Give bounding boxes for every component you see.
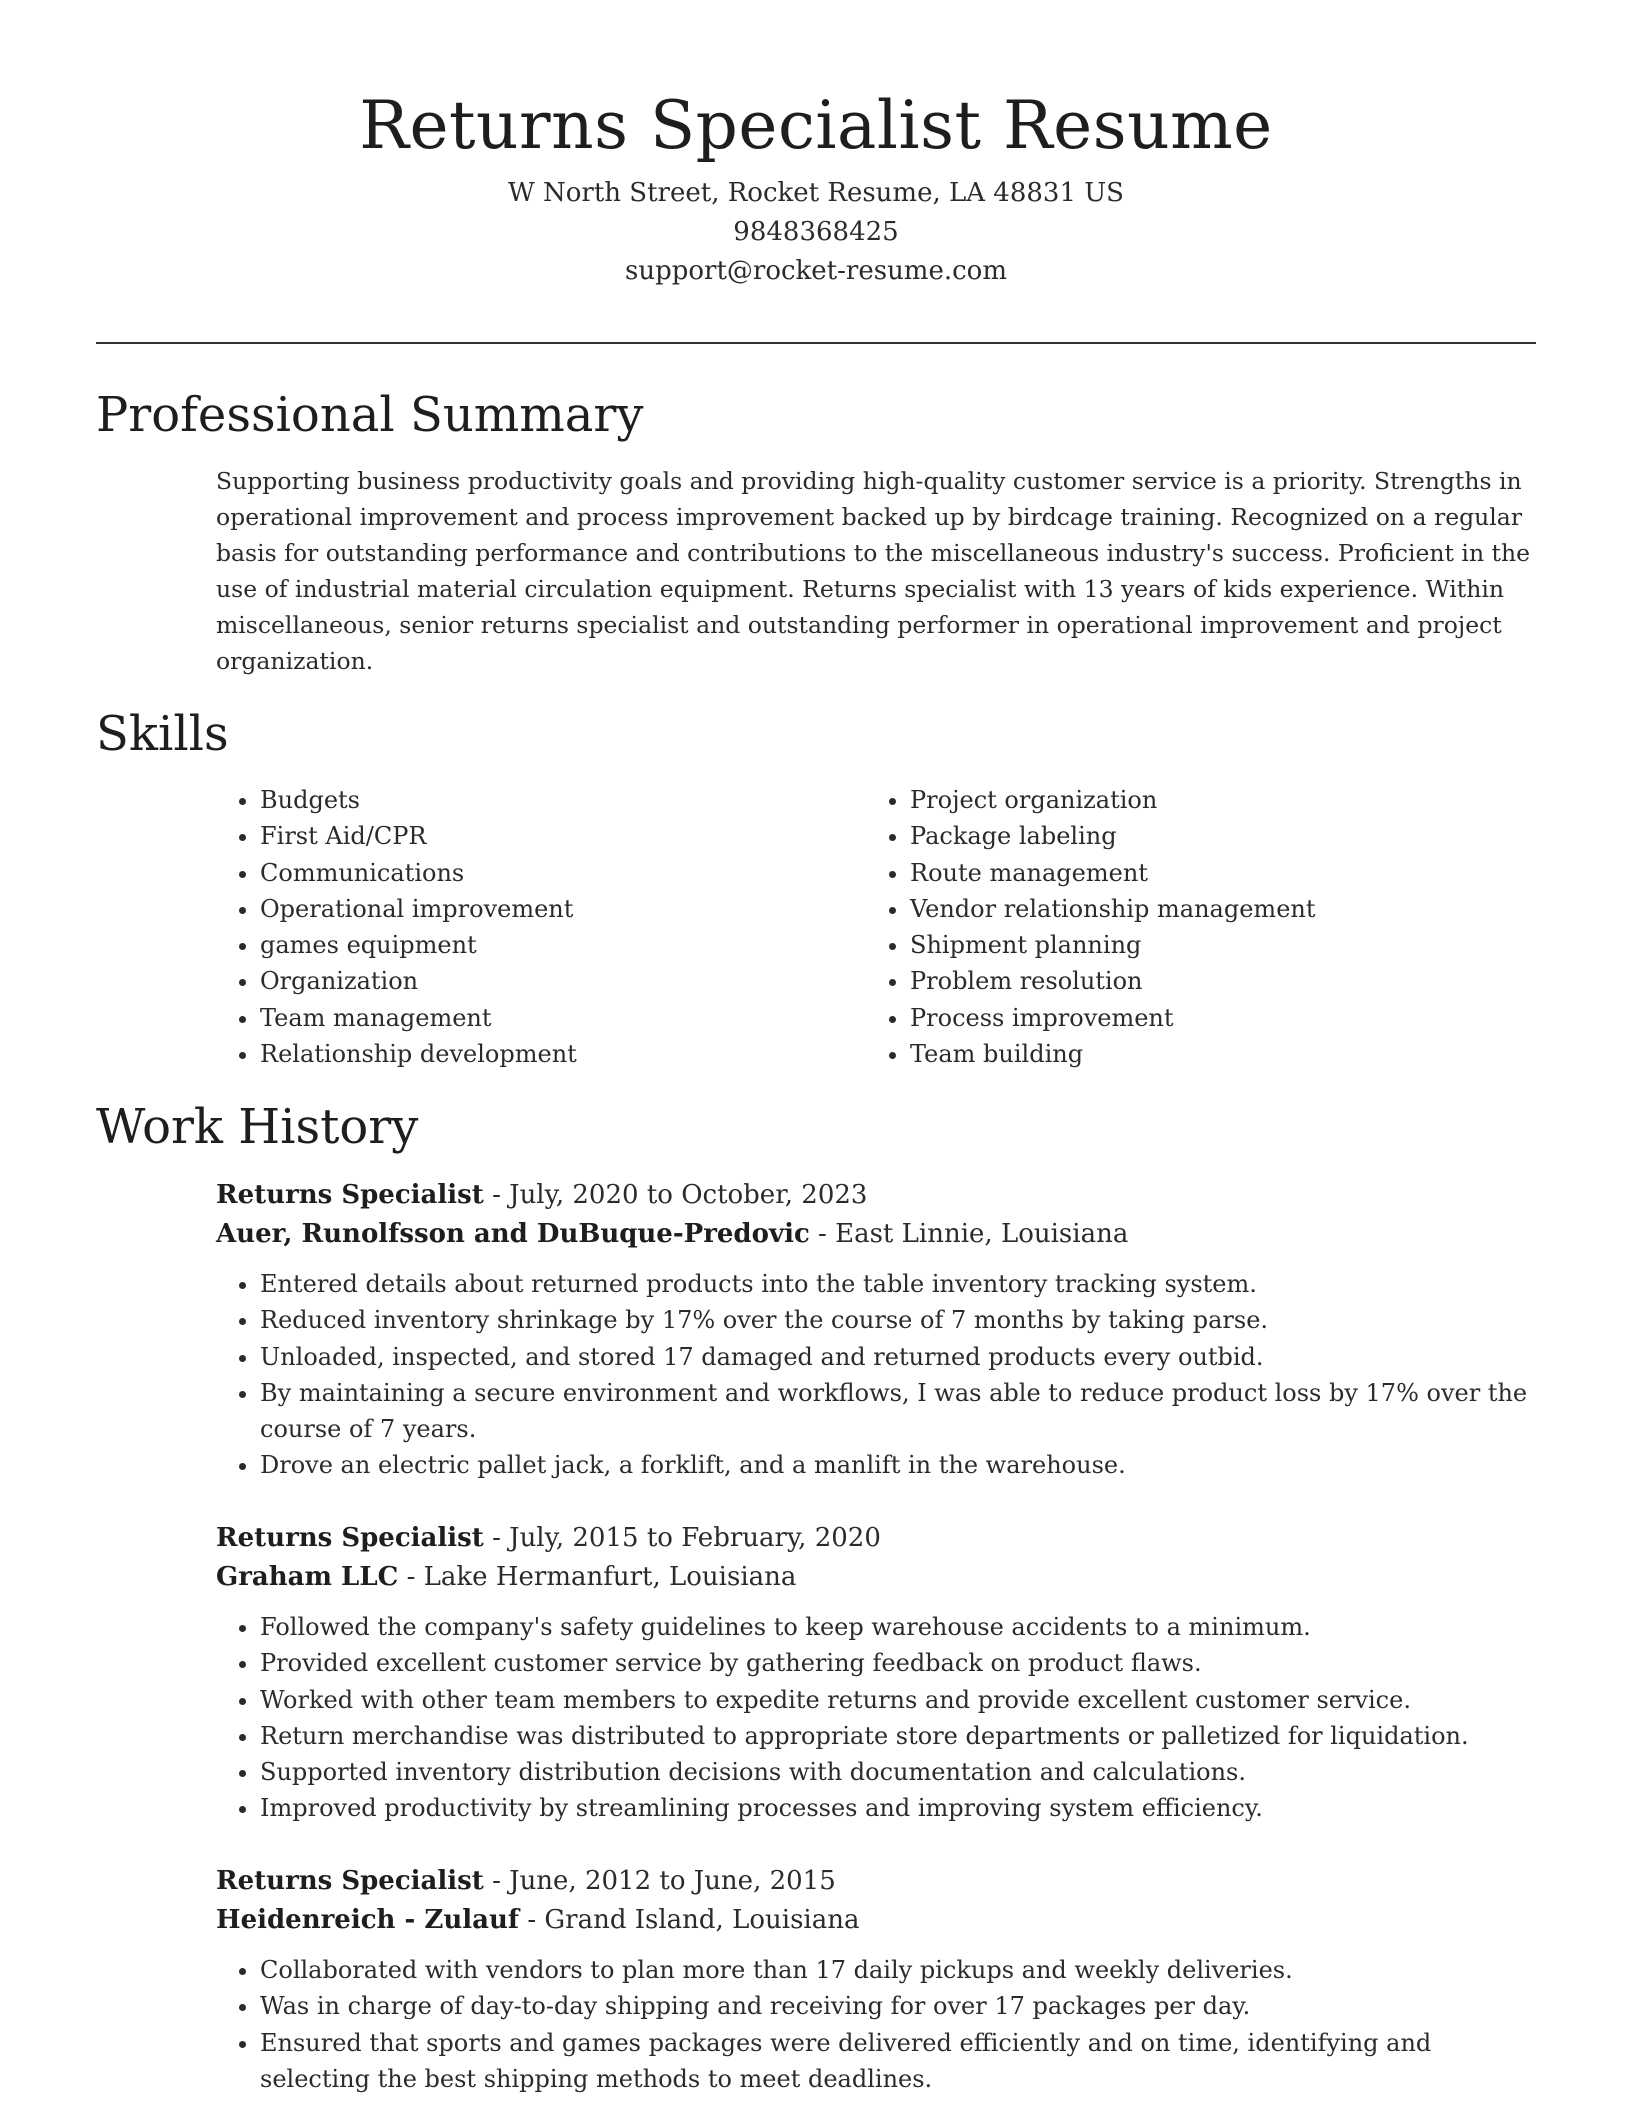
job-location: East Linnie, Louisiana — [835, 1219, 1129, 1249]
resume-header — [96, 80, 1536, 291]
skills-column-left — [216, 782, 866, 1072]
skill-item: • Vendor relationship management — [910, 891, 1516, 927]
job-bullet: • Unloaded, inspected, and stored 17 damaged and returned products every outbid. — [260, 1339, 1536, 1375]
job-company-line — [216, 1901, 1536, 1940]
job-entry — [216, 1176, 1536, 1484]
job-bullet: • Improved productivity by streamlining processes and improving system efficiency. — [260, 1790, 1536, 1826]
job-bullets — [216, 1266, 1536, 1484]
skill-item: • Team management — [260, 1000, 866, 1036]
skills-column-right — [866, 782, 1516, 1072]
skill-item: • Package labeling — [910, 818, 1516, 854]
job-entry — [216, 1862, 1536, 2097]
job-separator: - — [809, 1219, 836, 1249]
contact-phone: 9848368425 — [733, 217, 899, 247]
job-title-line — [216, 1176, 1536, 1215]
resume-title: Returns Specialist Resume — [359, 87, 1273, 164]
skill-item: • Route management — [910, 855, 1516, 891]
contact-block — [96, 174, 1536, 291]
job-role: Returns Specialist — [216, 1866, 484, 1896]
job-company: Heidenreich - Zulauf — [216, 1905, 520, 1935]
skill-item: • Relationship development — [260, 1036, 866, 1072]
job-bullet: • Entered details about returned products into the table inventory tracking system. — [260, 1266, 1536, 1302]
job-bullets — [216, 1609, 1536, 1827]
job-dates: July, 2020 to October, 2023 — [509, 1180, 868, 1210]
job-separator: - — [483, 1866, 510, 1896]
skill-item: • Process improvement — [910, 1000, 1516, 1036]
job-bullets — [216, 1952, 1536, 2097]
job-bullet: • Provided excellent customer service by gathering feedback on product flaws. — [260, 1645, 1536, 1681]
skill-item: • Team building — [910, 1036, 1516, 1072]
job-bullet: • By maintaining a secure environment and workflows, I was able to reduce product loss by 17% over the course of 7 years. — [260, 1375, 1536, 1448]
job-separator: - — [398, 1562, 424, 1592]
job-bullet: • Ensured that sports and games packages were delivered efficiently and on time, identifying and selecting the best shipping methods to meet deadlines. — [260, 2025, 1536, 2098]
job-separator: - — [483, 1523, 510, 1553]
job-role: Returns Specialist — [216, 1523, 484, 1553]
skill-item: • games equipment — [260, 927, 866, 963]
job-bullet: • Collaborated with vendors to plan more than 17 daily pickups and weekly deliveries. — [260, 1952, 1536, 1988]
job-company-line — [216, 1215, 1536, 1254]
skill-item: • Organization — [260, 963, 866, 999]
job-separator: - — [483, 1180, 510, 1210]
job-company-line — [216, 1558, 1536, 1597]
skill-item: • Budgets — [260, 782, 866, 818]
job-bullet: • Reduced inventory shrinkage by 17% over the course of 7 months by taking parse. — [260, 1302, 1536, 1338]
job-title-line — [216, 1519, 1536, 1558]
skills-heading: Skills — [96, 706, 229, 762]
job-title-line — [216, 1862, 1536, 1901]
job-bullet: • Supported inventory distribution decisions with documentation and calculations. — [260, 1754, 1536, 1790]
job-dates: July, 2015 to February, 2020 — [509, 1523, 881, 1553]
job-bullet: • Drove an electric pallet jack, a forklift, and a manlift in the warehouse. — [260, 1447, 1536, 1483]
summary-text: Supporting business productivity goals and providing high-quality customer service is a priority. Strengths in operational improvement and process improvement backed up by birdcage training. Recognized on a regular basis for outstanding performance and contributions to the miscellaneous industry's success. Proficient in the use of industrial material circulation equipment. Returns specialist with 13 years of kids experience. Within miscellaneous, senior returns specialist and outstanding performer in operational improvement and project organization. — [216, 467, 1531, 675]
job-company: Auer, Runolfsson and DuBuque-Predovic — [216, 1219, 810, 1249]
job-bullet: • Followed the company's safety guidelines to keep warehouse accidents to a minimum. — [260, 1609, 1536, 1645]
contact-address: W North Street, Rocket Resume, LA 48831 US — [508, 178, 1124, 208]
skill-item: • Shipment planning — [910, 927, 1516, 963]
work-history-heading: Work History — [96, 1099, 419, 1155]
job-bullet: • Was in charge of day-to-day shipping and receiving for over 17 packages per day. — [260, 1988, 1536, 2024]
summary-heading: Professional Summary — [96, 387, 644, 443]
job-location: Grand Island, Louisiana — [544, 1905, 860, 1935]
job-entry — [216, 1519, 1536, 1827]
skill-item: • First Aid/CPR — [260, 818, 866, 854]
job-separator: - — [519, 1905, 545, 1935]
job-company: Graham LLC — [216, 1562, 399, 1592]
job-role: Returns Specialist — [216, 1180, 484, 1210]
header-divider — [96, 342, 1536, 344]
skills-list — [216, 782, 1536, 1072]
contact-email: support@rocket-resume.com — [624, 256, 1007, 286]
skill-item: • Problem resolution — [910, 963, 1516, 999]
job-location: Lake Hermanfurt, Louisiana — [423, 1562, 797, 1592]
skill-item: • Operational improvement — [260, 891, 866, 927]
job-bullet: • Worked with other team members to expedite returns and provide excellent customer service. — [260, 1682, 1536, 1718]
job-bullet: • Return merchandise was distributed to appropriate store departments or palletized for liquidation. — [260, 1718, 1536, 1754]
skill-item: • Communications — [260, 855, 866, 891]
job-dates: June, 2012 to June, 2015 — [509, 1866, 836, 1896]
skill-item: • Project organization — [910, 782, 1516, 818]
